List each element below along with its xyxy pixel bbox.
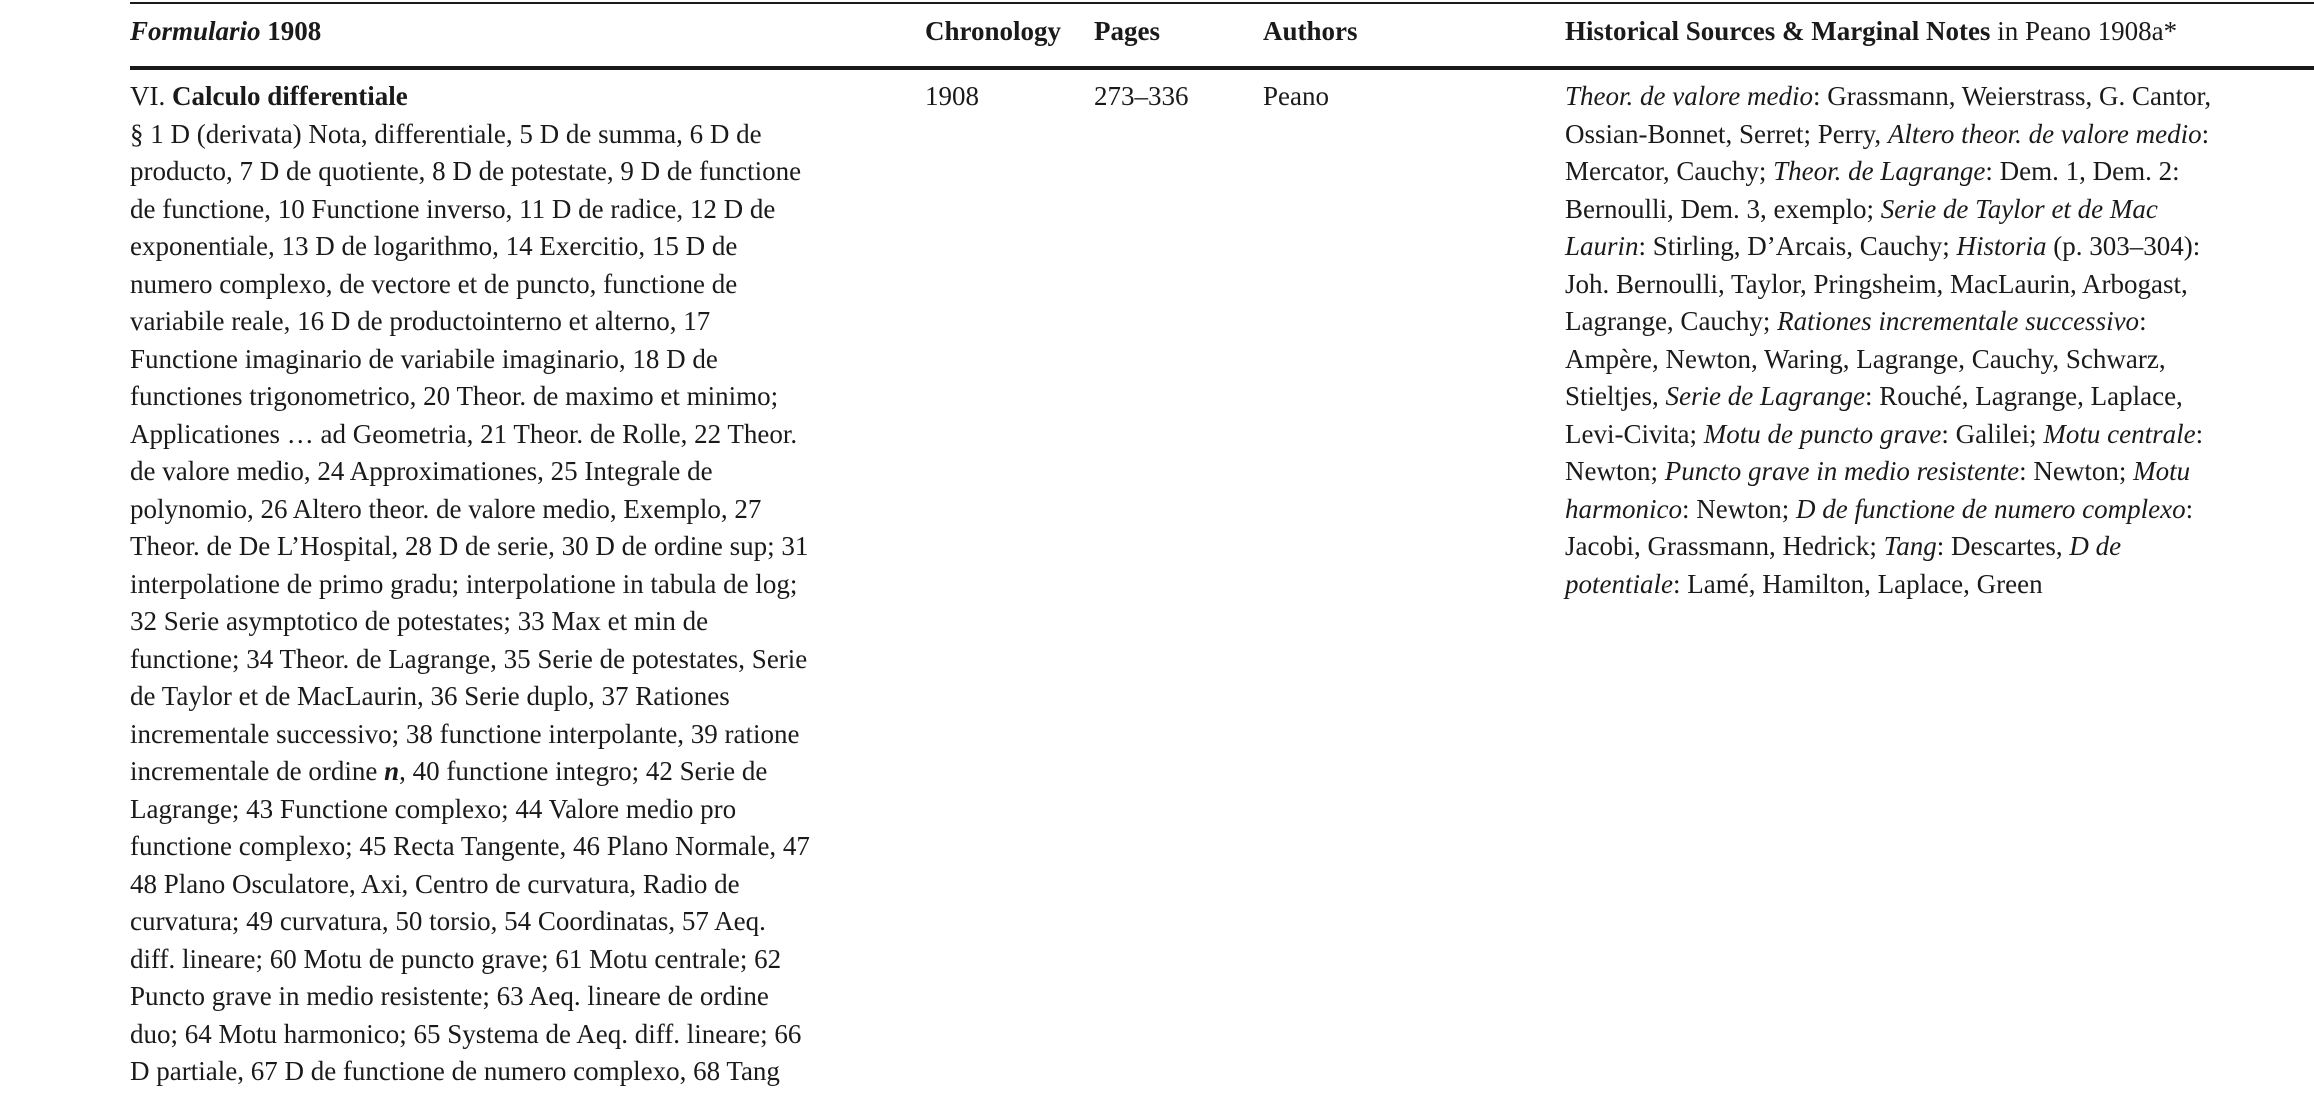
text-line (130, 641, 810, 679)
text-segment: Stieltjes, (1565, 381, 1666, 411)
text-segment: Puncto grave in medio resistente (1664, 456, 2020, 486)
text-line (130, 753, 810, 791)
text-segment: Formulario (130, 16, 261, 46)
text-line (130, 191, 810, 229)
text-line (1565, 266, 2211, 304)
text-segment: Applicationes … ad Geometria, 21 Theor. de Rolle, 22 Theor. (130, 418, 798, 449)
text-line (130, 866, 810, 904)
text-line (1565, 416, 2211, 454)
text-segment: in Peano 1908a* (1990, 16, 2178, 46)
text-segment: : Newton; (2019, 456, 2134, 486)
text-line (1565, 228, 2211, 266)
text-line (130, 528, 810, 566)
text-segment: de Taylor et de MacLaurin, 36 Serie duplo, 37 Rationes (130, 681, 730, 711)
text-segment: functiones trigonometrico, 20 Theor. de maximo et minimo; (130, 381, 779, 411)
text-segment: Ampère, Newton, Waring, Lagrange, Cauchy, Schwarz, (1565, 343, 2166, 374)
text-segment: polynomio, 26 Altero theor. de valore medio, Exemplo, 27 (130, 493, 762, 524)
text-segment: : Dem. 1, Dem. 2: (1985, 156, 2180, 186)
text-line (130, 1053, 810, 1091)
text-segment: Levi-Civita; (1565, 418, 1704, 449)
header-authors: Authors (1263, 16, 1358, 46)
text-segment: incrementale de ordine (130, 756, 385, 786)
text-segment: 48 Plano Osculatore, Axi, Centro de curvatura, Radio de (130, 868, 740, 899)
text-segment: : (2195, 418, 2204, 449)
text-segment: VI. (130, 81, 172, 111)
text-segment: incrementale successivo; 38 functione interpolante, 39 ratione (130, 718, 800, 749)
text-segment: : Newton; (1682, 493, 1796, 524)
text-segment: : Descartes, (1936, 531, 2070, 561)
text-line (130, 303, 810, 341)
text-segment: numero complexo, de vectore et de puncto, functione de (130, 268, 738, 299)
text-segment: Serie de Lagrange (1665, 381, 1865, 411)
text-segment: Tang (1883, 531, 1937, 561)
text-segment: Motu centrale (2043, 418, 2196, 449)
text-line (130, 228, 810, 266)
text-line (130, 716, 810, 754)
text-segment: Lagrange, Cauchy; (1565, 306, 1778, 336)
text-segment: Motu (2133, 456, 2191, 486)
text-segment: 1908 (260, 16, 322, 46)
text-segment: § 1 D (derivata) Nota, differentiale, 5 D de summa, 6 D de (130, 118, 762, 149)
text-segment: D de functione de numero complexo (1796, 493, 2186, 524)
text-segment: : Lamé, Hamilton, Laplace, Green (1672, 568, 2043, 599)
text-line (130, 603, 810, 641)
text-segment: harmonico (1565, 493, 1682, 524)
text-segment: Functione imaginario de variabile imaginario, 18 D de (130, 343, 718, 374)
text-line (130, 678, 810, 716)
text-line (1565, 453, 2211, 491)
text-line (1565, 191, 2211, 229)
header-work (130, 13, 321, 50)
row-chronology: 1908 (925, 81, 979, 111)
text-line (1565, 491, 2211, 529)
text-segment: 32 Serie asymptotico de potestates; 33 Max et min de (130, 606, 709, 636)
text-segment: n (384, 756, 400, 786)
text-segment: Jacobi, Grassmann, Hedrick; (1565, 531, 1884, 561)
text-segment: Theor. de valore medio (1565, 81, 1813, 111)
text-segment: , 40 functione integro; 42 Serie de (399, 756, 768, 786)
text-segment: (p. 303–304): (2046, 231, 2201, 261)
text-line (130, 453, 810, 491)
text-segment: Calculo differentiale (172, 81, 408, 111)
header-rule (130, 66, 2314, 70)
text-line (130, 791, 810, 829)
header-chronology: Chronology (925, 16, 1062, 46)
text-line (1565, 528, 2211, 566)
text-segment: : (2201, 118, 2210, 149)
text-segment: Motu de puncto grave (1703, 418, 1942, 449)
text-segment: Serie de Taylor et de Mac (1880, 193, 2158, 224)
text-segment: Altero theor. de valore medio (1887, 118, 2202, 149)
text-line (130, 153, 810, 191)
text-segment: Newton; (1565, 456, 1665, 486)
text-segment: functione complexo; 45 Recta Tangente, 46 Plano Normale, 47 (130, 831, 810, 861)
text-segment: Theor. de Lagrange (1773, 156, 1986, 186)
row-pages: 273–336 (1094, 81, 1189, 111)
text-line (1565, 78, 2211, 116)
text-segment: : (2139, 306, 2147, 336)
text-segment: potentiale (1565, 568, 1673, 599)
text-segment: interpolatione de primo gradu; interpolatione in tabula de log; (130, 568, 798, 599)
text-segment: de valore medio, 24 Approximationes, 25 Integrale de (130, 456, 713, 486)
text-segment: Laurin (1565, 231, 1639, 261)
row-authors: Peano (1263, 81, 1329, 111)
text-line (130, 116, 810, 154)
text-line (1565, 116, 2211, 154)
text-segment: producto, 7 D de quotiente, 8 D de potestate, 9 D de functione (130, 156, 802, 186)
text-segment: Historia (1956, 231, 2047, 261)
text-line (1565, 153, 2211, 191)
text-line (130, 378, 810, 416)
text-line (130, 416, 810, 454)
text-line (1565, 341, 2211, 379)
text-line (130, 1016, 810, 1054)
text-line (1565, 303, 2211, 341)
text-line (130, 266, 810, 304)
text-line (130, 828, 810, 866)
row-notes (1565, 78, 2211, 603)
text-segment: Joh. Bernoulli, Taylor, Pringsheim, MacLaurin, Arbogast, (1565, 268, 2188, 299)
text-segment: Bernoulli, Dem. 3, exemplo; (1565, 193, 1881, 224)
text-line (130, 78, 810, 116)
text-line (130, 341, 810, 379)
text-line (1565, 378, 2211, 416)
text-segment: D de (2069, 531, 2122, 561)
text-segment: : Stirling, D’Arcais, Cauchy; (1638, 231, 1957, 261)
text-segment: : Galilei; (1941, 418, 2044, 449)
text-segment: : Grassmann, Weierstrass, G. Cantor, (1812, 81, 2212, 111)
text-segment: curvatura; 49 curvatura, 50 torsio, 54 Coordinatas, 57 Aeq. (130, 906, 766, 936)
text-segment: Puncto grave in medio resistente; 63 Aeq. lineare de ordine (130, 981, 769, 1011)
row-content (130, 78, 810, 1091)
text-line (130, 941, 810, 979)
text-segment: variabile reale, 16 D de productointerno et alterno, 17 (130, 306, 711, 336)
table-top-rule (130, 2, 2314, 4)
text-line (130, 491, 810, 529)
text-segment: Rationes incrementale successivo (1777, 306, 2140, 336)
text-line (130, 903, 810, 941)
text-segment: Historical Sources & Marginal Notes (1565, 16, 1991, 46)
header-pages: Pages (1094, 16, 1160, 46)
text-segment: : Rouché, Lagrange, Laplace, (1864, 381, 2183, 411)
text-line (130, 978, 810, 1016)
text-segment: D partiale, 67 D de functione de numero complexo, 68 Tang (130, 1056, 780, 1086)
text-segment: Mercator, Cauchy; (1565, 156, 1774, 186)
text-segment: diff. lineare; 60 Motu de puncto grave; 61 Motu centrale; 62 (130, 943, 782, 974)
text-segment: : (2185, 493, 2194, 524)
text-line (130, 566, 810, 604)
text-segment: exponentiale, 13 D de logarithmo, 14 Exercitio, 15 D de (130, 231, 738, 261)
text-segment: Ossian-Bonnet, Serret; Perry, (1565, 118, 1888, 149)
text-line (1565, 566, 2211, 604)
header-notes (1565, 13, 2177, 50)
text-segment: Theor. de De L’Hospital, 28 D de serie, 30 D de ordine sup; 31 (130, 531, 809, 561)
text-segment: de functione, 10 Functione inverso, 11 D de radice, 12 D de (130, 193, 776, 224)
text-segment: duo; 64 Motu harmonico; 65 Systema de Aeq. diff. lineare; 66 (130, 1018, 802, 1049)
text-segment: functione; 34 Theor. de Lagrange, 35 Serie de potestates, Serie (130, 643, 808, 674)
text-segment: Lagrange; 43 Functione complexo; 44 Valore medio pro (130, 793, 737, 824)
